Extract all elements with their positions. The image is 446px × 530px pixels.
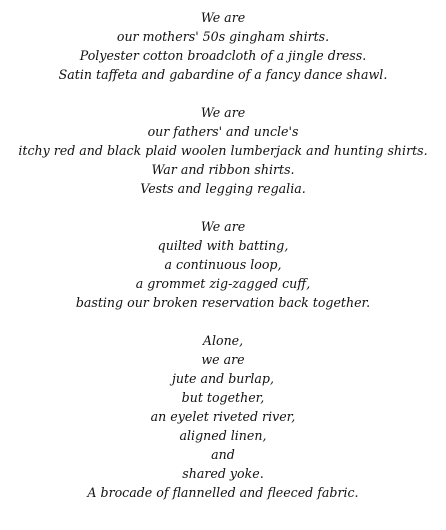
- poem-line: we are: [201, 352, 245, 367]
- poem-line: Satin taffeta and gabardine of a fancy dance shawl.: [58, 67, 388, 82]
- poem-line: but together,: [181, 390, 265, 405]
- stanza-2: [0, 103, 446, 198]
- poem-line: aligned linen,: [179, 428, 267, 443]
- poem-line: a continuous loop,: [164, 257, 282, 272]
- poem-line: basting our broken reservation back together.: [75, 295, 371, 310]
- poem-line: quilted with batting,: [157, 238, 289, 253]
- poem-line: Alone,: [202, 333, 244, 348]
- poem-line: Polyester cotton broadcloth of a jingle dress.: [79, 48, 367, 63]
- stanza-1: [0, 8, 446, 84]
- poem-line: a grommet zig-zagged cuff,: [135, 276, 311, 291]
- poem-line: an eyelet riveted river,: [150, 409, 296, 424]
- poem-line: our fathers' and uncle's: [147, 124, 299, 139]
- poem-line: itchy red and black plaid woolen lumberjack and hunting shirts.: [18, 143, 428, 158]
- stanza-4: [0, 331, 446, 502]
- poem-line: We are: [200, 105, 246, 120]
- poem-line: and: [211, 447, 235, 462]
- poem-line: A brocade of flannelled and fleeced fabric.: [87, 485, 359, 500]
- poem-line: our mothers' 50s gingham shirts.: [116, 29, 330, 44]
- poem-line: shared yoke.: [182, 466, 264, 481]
- poem-line: We are: [200, 219, 246, 234]
- poem-line: Vests and legging regalia.: [140, 181, 306, 196]
- poem-line: War and ribbon shirts.: [151, 162, 295, 177]
- poem-line: We are: [200, 10, 246, 25]
- poem-line: jute and burlap,: [171, 371, 274, 386]
- stanza-3: [0, 217, 446, 312]
